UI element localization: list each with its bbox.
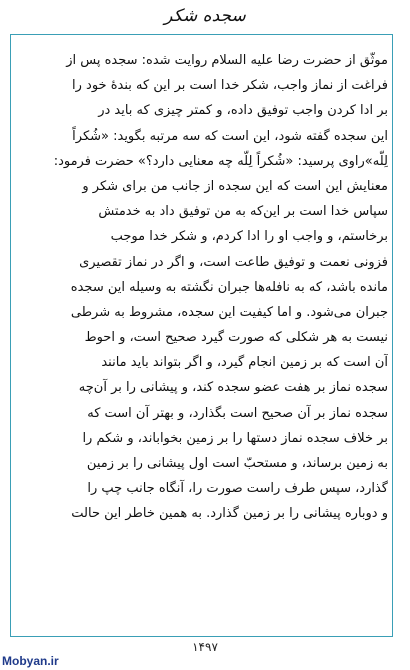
site-watermark[interactable]: Mobyan.ir bbox=[2, 654, 59, 668]
text-line: لِلّه»راوى پرسيد: «شُكراً لِلّه چه معنايى دارد؟» حضرت فرمود: bbox=[53, 153, 388, 169]
text-line: فراغت از نماز واجب، شكر خدا است بر اين كه بندهٔ خود را bbox=[72, 78, 388, 94]
text-line: سپاس خدا است بر اين‌كه به من توفيق داد به خدمتش bbox=[98, 204, 388, 220]
text-line: به زمين برساند، و مستحبّ است اول پيشانى را بر زمين bbox=[86, 456, 388, 471]
text-line: بر خلاف سجده نماز دستها را بر زمين بخواباند، و شكم را bbox=[82, 430, 388, 446]
text-line: و دوباره پيشانى را بر زمين گذارد. به همين خاطر اين حالت bbox=[71, 506, 388, 522]
text-line: جبران مى‌شود. و اما كيفيت اين سجده، مشروط به شرطى bbox=[70, 304, 388, 320]
text-line: موثّق از حضرت رضا عليه السلام روايت شده: سجده پس از bbox=[66, 53, 388, 68]
text-line: فزونى نعمت و توفيق طاعت است، و اگر در نماز تقصيرى bbox=[79, 254, 388, 270]
text-line: آن است كه بر زمين انجام گيرد، و اگر بتواند بايد مانند bbox=[101, 355, 388, 371]
text-line: معنايش اين است كه اين سجده از جانب من براى شكر و bbox=[82, 178, 388, 194]
text-line: سجده نماز بر آن صحيح است بگذارد، و بهتر آن است كه bbox=[87, 405, 388, 421]
page-title: سجده شکر bbox=[164, 6, 246, 26]
text-line: برخاستم، و واجب او را ادا كردم، و شكر خدا موجب bbox=[110, 229, 388, 245]
text-line: نيست به هر شكلى كه صورت گيرد صحيح است، و احوط bbox=[84, 330, 388, 346]
text-line: اين سجده گفته شود، اين است كه سه مرتبه بگويد: «شُكراً bbox=[72, 128, 388, 144]
page-number: ۱۴۹۷ bbox=[192, 640, 218, 654]
text-line: بر ادا كردن واجب توفيق داده، و كمتر چيزى كه بايد در bbox=[98, 103, 388, 119]
text-line: گذارد، سپس طرف راست صورت را، آنگاه جانب چپ را bbox=[87, 481, 388, 497]
text-line: مانده باشد، كه به نافله‌ها جبران نگشته به وسيله اين سجده bbox=[70, 279, 388, 295]
body-text bbox=[14, 48, 388, 527]
text-line: سجده نماز بر هفت عضو سجده كند، و پيشانى را بر آن‌چه bbox=[78, 380, 388, 396]
